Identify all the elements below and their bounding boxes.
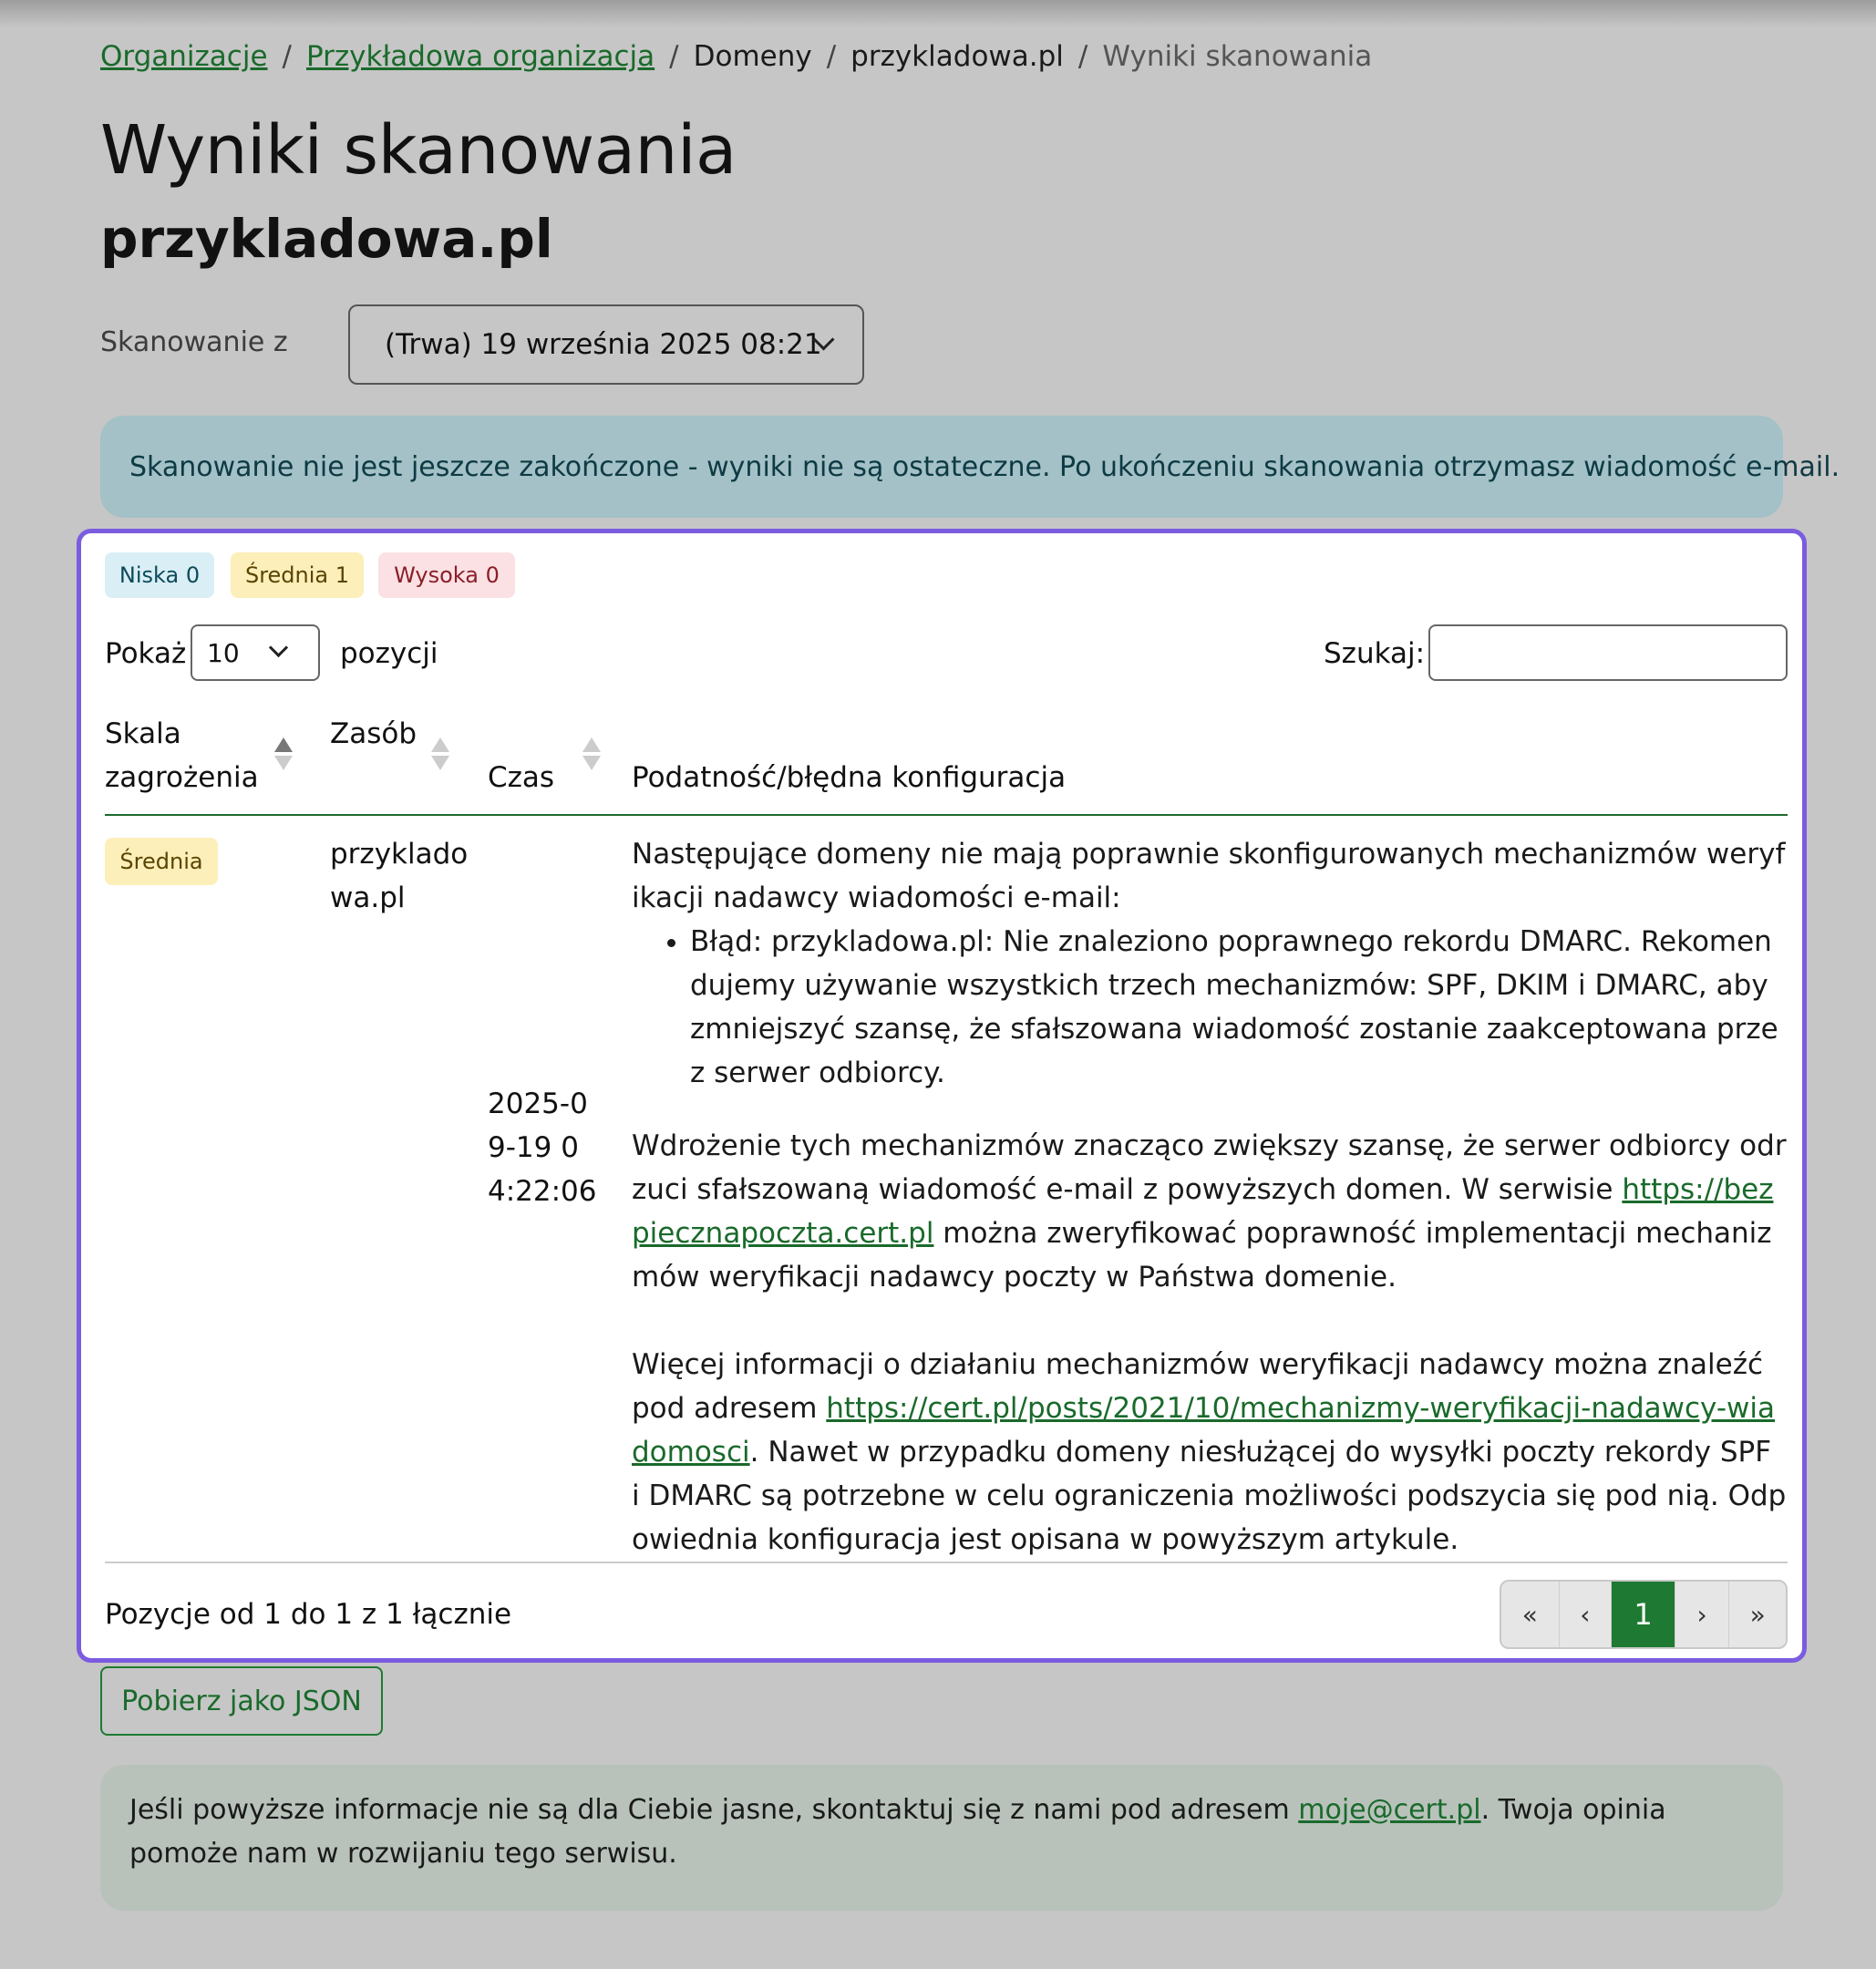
column-header-issue: Podatność/błędna konfiguracja: [632, 761, 1067, 794]
results-card: [77, 529, 1807, 1663]
issue-paragraph-2: [632, 1124, 1788, 1299]
breadcrumb-domain: przykladowa.pl: [850, 40, 1064, 73]
page-title: Wyniki skanowania: [100, 111, 737, 190]
breadcrumb-organizations-link[interactable]: Organizacje: [100, 40, 268, 73]
issue-paragraph-3-text: Więcej informacji o działaniu mechanizmów weryfikacji nadawcy można znaleźć pod adresem: [632, 1348, 1764, 1425]
page-length-label: Pokaż: [105, 637, 187, 670]
pagination-next-button[interactable]: ›: [1675, 1582, 1730, 1647]
scan-date-value: (Trwa) 19 września 2025 08:21: [385, 328, 822, 361]
pagination: [1500, 1580, 1788, 1649]
download-json-button[interactable]: Pobierz jako JSON: [100, 1666, 383, 1736]
contact-alert: [100, 1765, 1783, 1911]
breadcrumb-separator: /: [1077, 40, 1088, 73]
column-header-asset[interactable]: Zasób: [330, 717, 417, 750]
severity-low-count: Niska 0: [105, 552, 214, 598]
page-subtitle: przykladowa.pl: [100, 208, 553, 270]
column-header-severity-label: Skala zagrożenia: [105, 717, 259, 794]
row-asset: przykladowa.pl: [330, 838, 469, 914]
cert-article-link[interactable]: https://cert.pl/posts/2021/10/mechanizmy-weryfikacji-nadawcy-wiadomosci: [632, 1392, 1776, 1469]
chevron-down-icon: [269, 638, 288, 657]
table-header-divider: [105, 814, 1788, 816]
column-header-time[interactable]: Czas: [488, 761, 555, 794]
breadcrumb-separator: /: [826, 40, 837, 73]
search-input[interactable]: [1428, 624, 1788, 681]
page-length-select[interactable]: [191, 624, 320, 681]
table-footer-divider: [105, 1562, 1788, 1563]
row-time: 2025-09-19 04:22:06: [488, 1088, 597, 1208]
breadcrumb-domains: Domeny: [693, 40, 812, 73]
issue-bullet: • Błąd: przykladowa.pl: Nie znaleziono poprawnego rekordu DMARC. Rekomendujemy używanie wszystkich trzech mechanizmów: SPF, DKIM i DMARC, aby zmniejszyć szansę, że sfałszowana wiadomość zostanie zaakceptowana przez serwer odbiorcy.: [690, 920, 1788, 1095]
issue-intro: Następujące domeny nie mają poprawnie skonfigurowanych mechanizmów weryfikacji nadawcy wiadomości e-mail:: [632, 838, 1786, 914]
sort-icon[interactable]: [431, 737, 449, 774]
pagination-prev-button[interactable]: ‹: [1560, 1582, 1613, 1647]
issue-paragraph-2-text-end: można zweryfikować poprawność implementacji mechanizmów weryfikacji nadawcy poczty w Państwa domenie.: [632, 1217, 1772, 1294]
breadcrumb-separator: /: [669, 40, 679, 73]
breadcrumb: [100, 40, 1372, 73]
issue-paragraph-2-text: Wdrożenie tych mechanizmów znacząco zwiększy szansę, że serwer odbiorcy odrzuci sfałszowaną wiadomość e-mail z powyższych domen. W serwisie: [632, 1129, 1787, 1206]
row-issue-description: [632, 832, 1788, 1562]
bezpiecznapoczta-link[interactable]: https://bezpiecznapoczta.cert.pl: [632, 1173, 1774, 1250]
issue-paragraph-3-text-end: . Nawet w przypadku domeny niesłużącej do wysyłki poczty rekordy SPF i DMARC są potrzebne w celu ograniczenia możliwości podszycia się pod nią. Odpowiednia konfiguracja jest opisana w powyższym artykule.: [632, 1436, 1787, 1556]
scan-date-select[interactable]: [348, 304, 864, 385]
severity-high-count: Wysoka 0: [378, 552, 515, 598]
column-header-severity[interactable]: [105, 712, 260, 799]
search-label: Szukaj:: [1324, 637, 1426, 670]
breadcrumb-separator: /: [282, 40, 292, 73]
breadcrumb-current: Wyniki skanowania: [1102, 40, 1373, 73]
contact-text-end: . Twoja opinia pomoże nam w rozwijaniu tego serwisu.: [129, 1794, 1666, 1870]
pagination-last-button[interactable]: »: [1749, 1599, 1766, 1630]
row-severity-badge: Średnia: [105, 838, 218, 885]
page-length-value: 10: [207, 637, 240, 668]
top-shadow: [0, 0, 1876, 27]
sort-icon[interactable]: [274, 737, 293, 774]
pagination-first-button[interactable]: «: [1501, 1582, 1560, 1647]
issue-list: [632, 920, 1788, 1095]
severity-medium-count: Średnia 1: [231, 552, 364, 598]
issue-paragraph-3: [632, 1343, 1788, 1562]
breadcrumb-organization-link[interactable]: Przykładowa organizacja: [306, 40, 655, 73]
pagination-page-button[interactable]: 1: [1612, 1582, 1675, 1647]
contact-email-link[interactable]: moje@cert.pl: [1298, 1794, 1481, 1826]
table-info: Pozycje od 1 do 1 z 1 łącznie: [105, 1598, 512, 1631]
contact-text: Jeśli powyższe informacje nie są dla Ciebie jasne, skontaktuj się z nami pod adresem: [129, 1794, 1299, 1826]
scan-in-progress-alert: Skanowanie nie jest jeszcze zakończone - wyniki nie są ostateczne. Po ukończeniu skanowania otrzymasz wiadomość e-mail.: [100, 416, 1783, 518]
sort-icon[interactable]: [582, 737, 601, 774]
page-length-suffix: pozycji: [340, 637, 438, 670]
scan-select-label: Skanowanie z: [100, 326, 288, 358]
